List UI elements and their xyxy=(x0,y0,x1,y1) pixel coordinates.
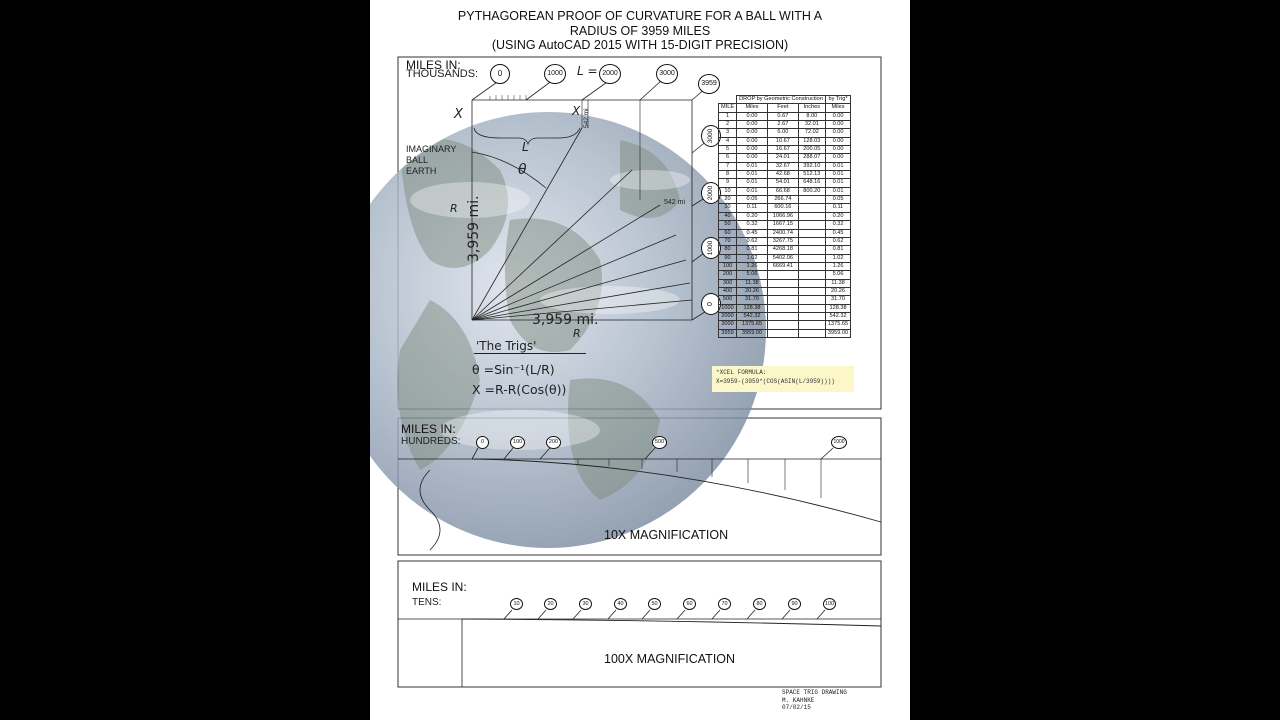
table-header-cell: Miles xyxy=(825,104,850,112)
trigs-heading: 'The Trigs' xyxy=(476,339,537,353)
magnification-100x-label: 100X MAGNIFICATION xyxy=(604,652,736,666)
table-group-header-row xyxy=(719,96,851,104)
panel1-miles-in-label: MILES IN: xyxy=(406,58,461,72)
table-cell: 0.67 xyxy=(767,112,798,120)
table-cell: 0.00 xyxy=(737,121,768,129)
table-cell: 2 xyxy=(719,121,737,129)
table-row xyxy=(719,112,851,120)
table-cell: 3959 xyxy=(719,329,737,337)
table-cell: 1375.65 xyxy=(825,321,850,329)
table-cell: 3 xyxy=(719,129,737,137)
table-group-header: DROP by Geometric Construction xyxy=(737,96,826,104)
table-cell: 66.68 xyxy=(767,187,798,195)
table-row xyxy=(719,254,851,262)
table-cell: 1066.96 xyxy=(767,212,798,220)
trig-formula-theta: θ =Sin⁻¹(L/R) xyxy=(472,362,555,377)
table-row xyxy=(719,271,851,279)
table-cell: 32.67 xyxy=(767,162,798,170)
table-header-cell: Miles xyxy=(737,104,768,112)
table-cell: 128.38 xyxy=(737,304,768,312)
table-cell: 9 xyxy=(719,179,737,187)
table-cell: 0.32 xyxy=(737,221,768,229)
marker-hundreds-1000: 1000 xyxy=(831,436,847,449)
table-row xyxy=(719,162,851,170)
panel2-miles-in-label: MILES IN: xyxy=(401,422,456,436)
table-column-header-row xyxy=(719,104,851,112)
table-cell: 2400.74 xyxy=(767,229,798,237)
marker-hundreds-500: 500 xyxy=(652,436,667,449)
table-cell xyxy=(767,321,798,329)
table-cell: 0.62 xyxy=(737,237,768,245)
table-cell: 54.01 xyxy=(767,179,798,187)
marker-tens-10: 10 xyxy=(510,598,523,610)
table-cell: 0.62 xyxy=(825,237,850,245)
drawing-title-block: SPACE TRIG DRAWING M. KAHNKE 07/02/15 xyxy=(782,689,847,711)
table-cell: 32.01 xyxy=(798,121,825,129)
marker-hundreds-100: 100 xyxy=(510,436,525,449)
table-cell: 5.06 xyxy=(737,271,768,279)
marker-hundreds-0: 0 xyxy=(476,436,489,449)
table-row xyxy=(719,154,851,162)
l-arc-label: L xyxy=(522,140,529,154)
marker-hundreds-200: 200 xyxy=(546,436,561,449)
table-cell: 3959.00 xyxy=(737,329,768,337)
table-cell: 20 xyxy=(719,196,737,204)
table-cell: 0.01 xyxy=(737,171,768,179)
table-cell xyxy=(798,287,825,295)
table-cell xyxy=(798,254,825,262)
table-cell: 8 xyxy=(719,171,737,179)
table-cell: 1.02 xyxy=(825,254,850,262)
table-row xyxy=(719,137,851,145)
table-row xyxy=(719,279,851,287)
panel2-unit-label: HUNDREDS: xyxy=(401,436,461,447)
table-cell: 6 xyxy=(719,154,737,162)
table-cell xyxy=(798,329,825,337)
table-cell: 542.32 xyxy=(737,312,768,320)
table-cell xyxy=(798,237,825,245)
table-cell: 10 xyxy=(719,187,737,195)
table-cell: 512.13 xyxy=(798,171,825,179)
marker-top-3959: 3959 xyxy=(698,74,720,94)
table-cell: 30 xyxy=(719,204,737,212)
panel1-unit-label: THOUSANDS: xyxy=(406,68,479,80)
table-cell: 1.26 xyxy=(737,262,768,270)
table-row xyxy=(719,304,851,312)
table-cell: 0.01 xyxy=(737,179,768,187)
table-cell: 0.00 xyxy=(825,137,850,145)
table-cell xyxy=(798,271,825,279)
table-cell xyxy=(767,329,798,337)
table-cell: 5.06 xyxy=(825,271,850,279)
table-cell xyxy=(767,287,798,295)
trig-formula-x: X =R-R(Cos(θ)) xyxy=(472,382,567,397)
table-cell: 100 xyxy=(719,262,737,270)
table-cell xyxy=(798,246,825,254)
dim-542-horizontal: 542 mi xyxy=(664,199,686,206)
table-row xyxy=(719,312,851,320)
table-cell xyxy=(767,312,798,320)
table-cell: 8.00 xyxy=(798,112,825,120)
table-cell: 500 xyxy=(719,296,737,304)
table-cell: 3267.75 xyxy=(767,237,798,245)
marker-side-0: 0 xyxy=(701,293,721,315)
table-row xyxy=(719,237,851,245)
table-cell: 4 xyxy=(719,137,737,145)
table-cell: 0.00 xyxy=(737,112,768,120)
table-cell: 0.00 xyxy=(825,154,850,162)
marker-tens-50: 50 xyxy=(648,598,661,610)
table-cell: 600.16 xyxy=(767,204,798,212)
table-cell: 0.11 xyxy=(825,204,850,212)
imaginary-ball-label: IMAGINARY BALL EARTH xyxy=(406,144,457,176)
table-cell: 0.05 xyxy=(825,196,850,204)
drawing-sheet xyxy=(370,0,910,720)
table-row xyxy=(719,221,851,229)
table-cell: 300 xyxy=(719,279,737,287)
table-cell: 0.01 xyxy=(737,187,768,195)
table-cell xyxy=(798,304,825,312)
table-cell: 6.00 xyxy=(767,129,798,137)
table-cell xyxy=(798,312,825,320)
table-cell: 16.67 xyxy=(767,146,798,154)
table-row xyxy=(719,196,851,204)
table-row xyxy=(719,246,851,254)
table-cell xyxy=(798,262,825,270)
panel3-miles-in-label: MILES IN: xyxy=(412,580,467,594)
table-cell: 42.68 xyxy=(767,171,798,179)
table-cell: 31.70 xyxy=(737,296,768,304)
table-cell xyxy=(798,279,825,287)
table-cell: 0.01 xyxy=(825,171,850,179)
table-cell: 400 xyxy=(719,287,737,295)
table-row xyxy=(719,171,851,179)
title-line-2: RADIUS OF 3959 MILES xyxy=(569,23,711,38)
x-drop-label: X xyxy=(454,107,463,122)
marker-top-2000: 2000 xyxy=(599,64,621,84)
table-row xyxy=(719,204,851,212)
table-cell: 10.67 xyxy=(767,137,798,145)
table-cell: 70 xyxy=(719,237,737,245)
table-cell: 90 xyxy=(719,254,737,262)
table-cell: 24.01 xyxy=(767,154,798,162)
table-row xyxy=(719,146,851,154)
table-cell: 648.16 xyxy=(798,179,825,187)
marker-tens-60: 60 xyxy=(683,598,696,610)
table-cell: 50 xyxy=(719,221,737,229)
table-cell: 1 xyxy=(719,112,737,120)
drop-table xyxy=(718,95,851,338)
table-cell: 128.38 xyxy=(825,304,850,312)
table-cell: 0.32 xyxy=(825,221,850,229)
table-cell: 5402.06 xyxy=(767,254,798,262)
table-cell: 200.05 xyxy=(798,146,825,154)
marker-top-0: 0 xyxy=(490,64,510,84)
marker-tens-40: 40 xyxy=(614,598,627,610)
table-cell: 542.32 xyxy=(825,312,850,320)
table-row xyxy=(719,229,851,237)
table-cell: 0.01 xyxy=(825,187,850,195)
marker-tens-70: 70 xyxy=(718,598,731,610)
table-cell: 0.05 xyxy=(737,196,768,204)
table-cell: 1667.15 xyxy=(767,221,798,229)
theta-label: θ xyxy=(518,162,527,178)
table-cell: 0.00 xyxy=(737,137,768,145)
table-cell: 0.00 xyxy=(737,154,768,162)
table-cell xyxy=(798,196,825,204)
table-row xyxy=(719,121,851,129)
table-cell: 0.00 xyxy=(737,129,768,137)
table-cell: 800.20 xyxy=(798,187,825,195)
table-cell xyxy=(798,321,825,329)
table-cell: 0.01 xyxy=(825,179,850,187)
table-row xyxy=(719,287,851,295)
dim-542-vertical: 542 mi xyxy=(583,108,590,128)
table-cell: 2.67 xyxy=(767,121,798,129)
radius-r-label-horizontal: R xyxy=(573,327,581,340)
table-cell xyxy=(767,296,798,304)
table-cell: 40 xyxy=(719,212,737,220)
radius-r-label-vertical: R xyxy=(450,202,458,215)
table-cell: 0.45 xyxy=(825,229,850,237)
table-cell: 0.81 xyxy=(825,246,850,254)
table-cell: 392.10 xyxy=(798,162,825,170)
table-cell: 0.81 xyxy=(737,246,768,254)
title-line-1: PYTHAGOREAN PROOF OF CURVATURE FOR A BALL WITH A xyxy=(457,9,823,23)
globe-earth-image xyxy=(370,112,766,548)
table-cell: 1375.65 xyxy=(737,321,768,329)
table-cell: 4268.18 xyxy=(767,246,798,254)
marker-side-1000: 1000 xyxy=(701,237,721,259)
table-cell: 0.00 xyxy=(737,146,768,154)
table-row xyxy=(719,129,851,137)
table-cell: 0.00 xyxy=(825,129,850,137)
table-cell: 7 xyxy=(719,162,737,170)
l-equals-label: L = xyxy=(577,64,598,78)
table-cell: 128.03 xyxy=(798,137,825,145)
table-cell: 0.11 xyxy=(737,204,768,212)
radius-vertical-value: 3,959 mi. xyxy=(466,195,482,262)
table-cell xyxy=(798,221,825,229)
table-cell: 288.07 xyxy=(798,154,825,162)
table-cell: 11.38 xyxy=(737,279,768,287)
marker-tens-100: 100 xyxy=(823,598,836,610)
table-row xyxy=(719,296,851,304)
table-cell: 266.74 xyxy=(767,196,798,204)
table-row xyxy=(719,212,851,220)
table-cell xyxy=(798,296,825,304)
table-header-cell: MILE xyxy=(719,104,737,112)
marker-tens-90: 90 xyxy=(788,598,801,610)
marker-top-1000: 1000 xyxy=(544,64,566,84)
table-cell: 0.20 xyxy=(737,212,768,220)
table-cell: 0.20 xyxy=(825,212,850,220)
table-cell xyxy=(767,279,798,287)
table-cell: 60 xyxy=(719,229,737,237)
table-cell: 1000 xyxy=(719,304,737,312)
table-cell xyxy=(767,304,798,312)
table-cell: 1.26 xyxy=(825,262,850,270)
table-cell: 3959.00 xyxy=(825,329,850,337)
marker-side-2000: 2000 xyxy=(701,182,721,204)
table-cell: 200 xyxy=(719,271,737,279)
table-cell: 0.01 xyxy=(825,162,850,170)
excel-formula-note: *XCEL FORMULA: X=3959-(3959*(COS(ASIN(L/3959)))) xyxy=(712,366,854,392)
table-cell: 1.02 xyxy=(737,254,768,262)
table-row xyxy=(719,329,851,337)
table-cell: 20.26 xyxy=(737,287,768,295)
panel3-unit-label: TENS: xyxy=(412,597,442,608)
table-group-header-trig: by Trig* xyxy=(825,96,850,104)
table-cell: 0.00 xyxy=(825,112,850,120)
marker-tens-80: 80 xyxy=(753,598,766,610)
table-cell: 0.00 xyxy=(825,121,850,129)
table-cell: 3000 xyxy=(719,321,737,329)
title-line-3: (USING AutoCAD 2015 WITH 15-DIGIT PRECISION) xyxy=(491,38,789,52)
table-cell: 6669.41 xyxy=(767,262,798,270)
table-cell: 0.45 xyxy=(737,229,768,237)
marker-side-3000: 3000 xyxy=(701,125,721,147)
table-row xyxy=(719,262,851,270)
table-header-cell: Inches xyxy=(798,104,825,112)
table-cell: 80 xyxy=(719,246,737,254)
table-header-cell: Feet xyxy=(767,104,798,112)
table-cell: 0.00 xyxy=(825,146,850,154)
table-cell xyxy=(798,204,825,212)
table-cell xyxy=(798,229,825,237)
table-cell: 5 xyxy=(719,146,737,154)
table-cell: 0.01 xyxy=(737,162,768,170)
table-cell: 20.26 xyxy=(825,287,850,295)
trigs-underline xyxy=(474,353,586,354)
table-row xyxy=(719,187,851,195)
table-row xyxy=(719,179,851,187)
table-cell: 31.70 xyxy=(825,296,850,304)
radius-horizontal-value: 3,959 mi. xyxy=(532,312,599,328)
table-cell: 11.38 xyxy=(825,279,850,287)
marker-tens-30: 30 xyxy=(579,598,592,610)
table-cell: 72.02 xyxy=(798,129,825,137)
table-cell xyxy=(798,212,825,220)
magnification-10x-label: 10X MAGNIFICATION xyxy=(604,528,729,542)
table-cell: 2000 xyxy=(719,312,737,320)
marker-top-3000: 3000 xyxy=(656,64,678,84)
table-cell xyxy=(767,271,798,279)
x-drop-label-right: X xyxy=(572,104,581,118)
marker-tens-20: 20 xyxy=(544,598,557,610)
table-row xyxy=(719,321,851,329)
